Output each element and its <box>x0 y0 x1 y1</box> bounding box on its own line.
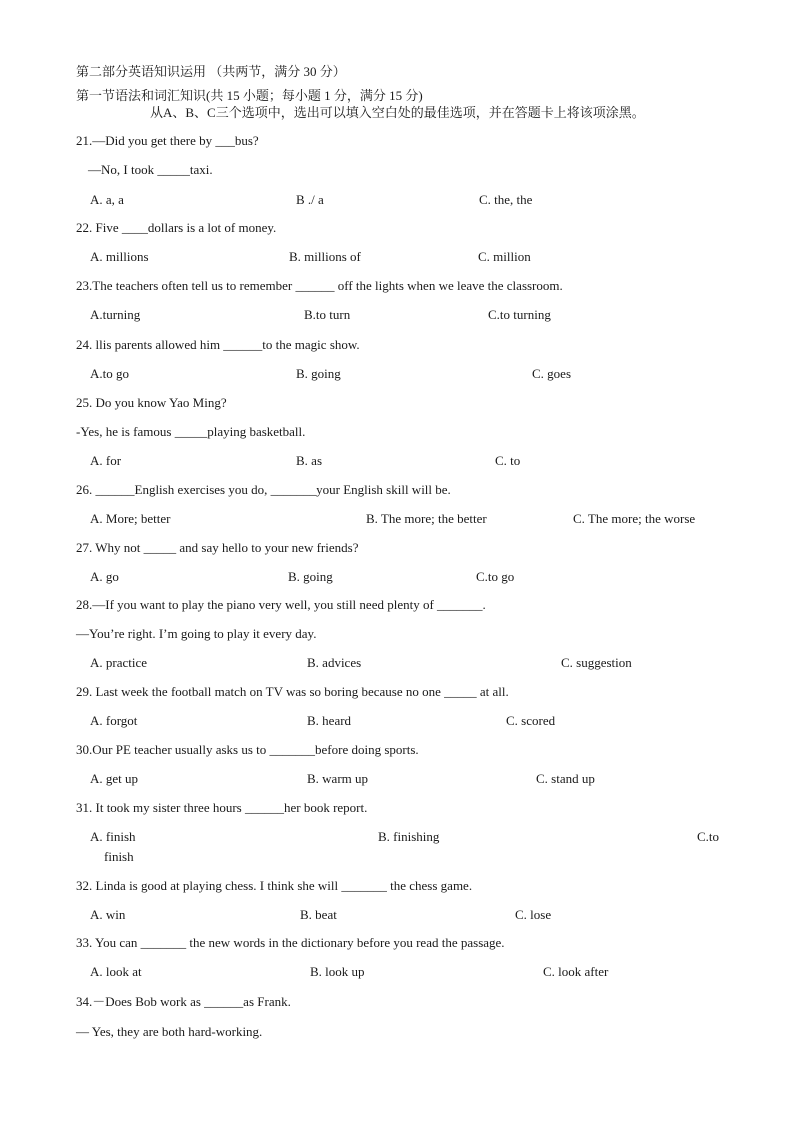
question-29-option-b: B. heard <box>307 713 352 728</box>
question-23-option-a: A.turning <box>90 307 141 322</box>
question-21-stem: 21.—Did you get there by ___bus? <box>76 133 259 148</box>
question-24-option-c: C. goes <box>532 366 571 381</box>
question-30-stem: 30.Our PE teacher usually asks us to _______before doing sports. <box>76 742 419 757</box>
question-22-stem: 22. Five ____dollars is a lot of money. <box>76 220 277 235</box>
question-25-stem: 25. Do you know Yao Ming? <box>76 395 227 410</box>
question-32-option-a: A. win <box>90 907 126 922</box>
question-32-stem: 32. Linda is good at playing chess. I think she will _______ the chess game. <box>76 878 473 893</box>
question-31-stem: 31. It took my sister three hours ______her book report. <box>76 800 368 815</box>
question-24-option-b: B. going <box>296 366 341 381</box>
question-21-reply: —No, I took _____taxi. <box>88 162 213 177</box>
question-26-option-a: A. More; better <box>90 511 171 526</box>
question-23-option-c: C.to turning <box>488 307 551 322</box>
question-28-option-b: B. advices <box>307 655 362 670</box>
question-29-stem: 29. Last week the football match on TV was so boring because no one _____ at all. <box>76 684 509 699</box>
question-33-option-a: A. look at <box>90 964 142 979</box>
question-23-stem: 23.The teachers often tell us to remember ______ off the lights when we leave the classroom. <box>76 278 563 293</box>
question-34-stem: 34.－Does Bob work as ______as Frank. <box>76 994 291 1009</box>
question-32-option-b: B. beat <box>300 907 337 922</box>
question-25-option-c: C. to <box>495 453 521 468</box>
question-30-option-a: A. get up <box>90 771 139 786</box>
question-21-option-b: B ./ a <box>296 192 324 207</box>
question-28-option-a: A. practice <box>90 655 148 670</box>
question-29-option-c: C. scored <box>506 713 556 728</box>
question-30-option-b: B. warm up <box>307 771 369 786</box>
question-22-option-c: C. million <box>478 249 531 264</box>
section-heading: 第一节语法和词汇知识(共 15 小题；每小题 1 分，满分 15 分) <box>76 88 423 103</box>
question-25-option-b: B. as <box>296 453 322 468</box>
question-27-option-b: B. going <box>288 569 333 584</box>
question-27-option-c: C.to go <box>476 569 515 584</box>
question-31-option-a: A. finish <box>90 829 136 844</box>
question-33-option-b: B. look up <box>310 964 365 979</box>
question-27-stem: 27. Why not _____ and say hello to your new friends? <box>76 540 359 555</box>
question-31-option-c: C.to <box>697 829 720 844</box>
question-34-reply: — Yes, they are both hard-working. <box>76 1024 263 1039</box>
question-30-option-c: C. stand up <box>536 771 595 786</box>
question-26-stem: 26. ______English exercises you do, _______your English skill will be. <box>76 482 451 497</box>
question-24-option-a: A.to go <box>90 366 129 381</box>
question-33-option-c: C. look after <box>543 964 609 979</box>
question-26-option-c: C. The more; the worse <box>573 511 696 526</box>
question-21-option-a: A. a, a <box>90 192 124 207</box>
question-25-option-a: A. for <box>90 453 122 468</box>
question-28-stem: 28.—If you want to play the piano very well, you still need plenty of _______. <box>76 597 486 612</box>
question-22-option-a: A. millions <box>90 249 149 264</box>
question-24-stem: 24. llis parents allowed him ______to the magic show. <box>76 337 360 352</box>
question-32-option-c: C. lose <box>515 907 552 922</box>
question-23-option-b: B.to turn <box>304 307 351 322</box>
question-22-option-b: B. millions of <box>289 249 361 264</box>
question-27-option-a: A. go <box>90 569 119 584</box>
instruction-text: 从A、B、C三个选项中，选出可以填入空白处的最佳选项，并在答题卡上将该项涂黑。 <box>150 105 645 120</box>
question-29-option-a: A. forgot <box>90 713 138 728</box>
question-21-option-c: C. the, the <box>479 192 533 207</box>
question-25-reply: -Yes, he is famous _____playing basketball. <box>76 424 306 439</box>
question-26-option-b: B. The more; the better <box>366 511 487 526</box>
question-31-option-b: B. finishing <box>378 829 440 844</box>
question-33-stem: 33. You can _______ the new words in the dictionary before you read the passage. <box>76 935 505 950</box>
question-28-option-c: C. suggestion <box>561 655 632 670</box>
question-28-reply: —You’re right. I’m going to play it every day. <box>76 626 317 641</box>
question-31-option-c-wrap: finish <box>104 849 134 864</box>
part-heading: 第二部分英语知识运用 （共两节，满分 30 分） <box>76 64 346 79</box>
